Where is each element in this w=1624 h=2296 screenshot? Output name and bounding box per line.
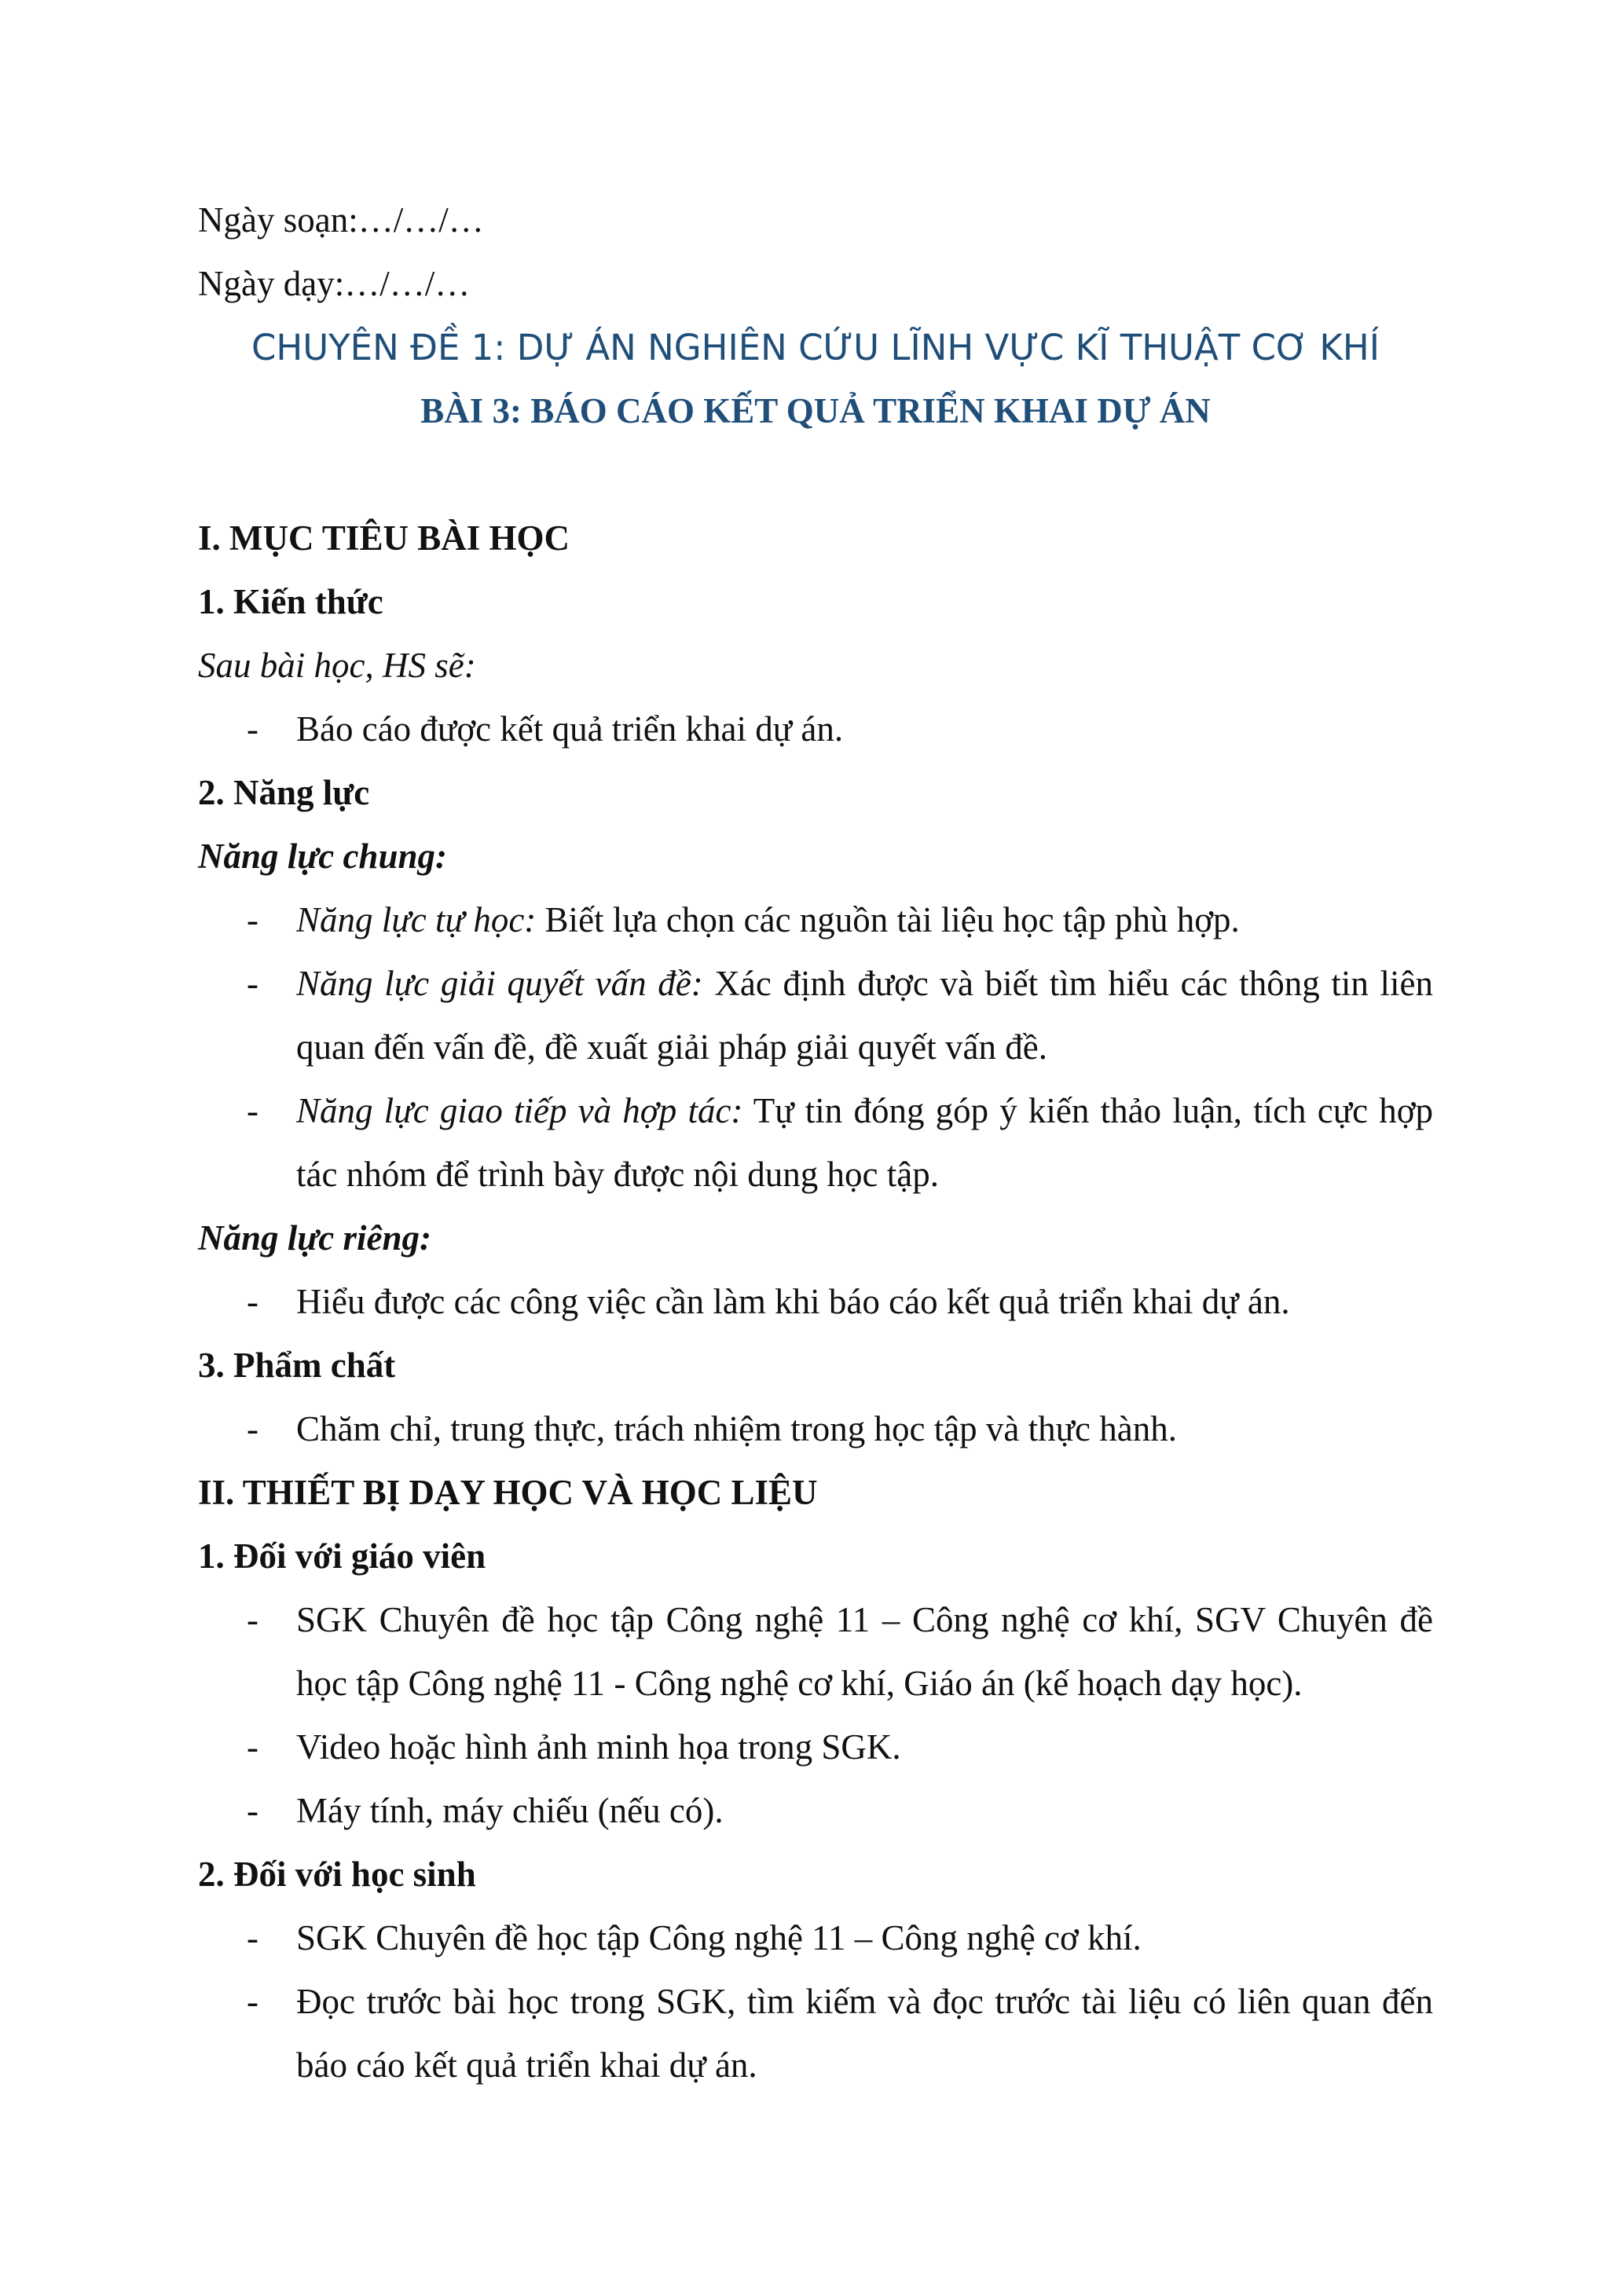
list-item-lead: Năng lực giải quyết vấn đề:	[296, 964, 703, 1003]
list-item	[198, 888, 1433, 952]
list-item	[198, 1906, 1433, 1970]
list-item-text: Chăm chỉ, trung thực, trách nhiệm trong học tập và thực hành.	[296, 1409, 1177, 1448]
list-item-text: Báo cáo được kết quả triển khai dự án.	[296, 709, 844, 749]
list-item	[198, 1079, 1433, 1207]
list-item	[198, 1970, 1433, 2097]
list-item-lead: Năng lực tự học:	[296, 900, 537, 939]
list-marker: -	[247, 1600, 258, 1639]
general-competence-heading: Năng lực chung:	[198, 837, 447, 876]
list-marker: -	[247, 1791, 258, 1830]
list-item	[198, 1270, 1433, 1334]
list-item-text: SGK Chuyên đề học tập Công nghệ 11 – Công nghệ cơ khí, SGV Chuyên đề học tập Công nghệ 11 - Công nghệ cơ khí, Giáo án (kế hoạch dạy học).	[296, 1600, 1433, 1703]
competence-heading: 2. Năng lực	[198, 773, 370, 812]
student-heading: 2. Đối với học sinh	[198, 1855, 476, 1894]
date-taught: Ngày dạy:…/…/…	[198, 264, 471, 303]
list-item-text: Hiểu được các công việc cần làm khi báo cáo kết quả triển khai dự án.	[296, 1282, 1290, 1321]
blank-line	[198, 443, 1433, 507]
list-marker: -	[247, 1282, 258, 1321]
list-marker: -	[247, 1727, 258, 1767]
list-marker: -	[247, 1982, 258, 2021]
date-prepared: Ngày soạn:…/…/…	[198, 200, 484, 240]
list-item	[198, 952, 1433, 1079]
list-marker: -	[247, 900, 258, 939]
list-item-text: Biết lựa chọn các nguồn tài liệu học tập phù hợp.	[536, 900, 1240, 939]
section-objectives-title: I. MỤC TIÊU BÀI HỌC	[198, 518, 570, 558]
list-item-text: Xác định được và biết tìm hiểu các thông tin liên quan đến vấn đề, đề xuất giải pháp giải quyết vấn đề.	[296, 964, 1433, 1067]
list-item-text: Máy tính, máy chiếu (nếu có).	[296, 1791, 724, 1830]
qualities-heading: 3. Phẩm chất	[198, 1346, 396, 1385]
knowledge-heading: 1. Kiến thức	[198, 582, 383, 621]
list-marker: -	[247, 1409, 258, 1448]
list-marker: -	[247, 1091, 258, 1130]
list-item-text: Đọc trước bài học trong SGK, tìm kiếm và đọc trước tài liệu có liên quan đến báo cáo kết quả triển khai dự án.	[296, 1982, 1433, 2085]
list-item	[198, 1779, 1433, 1843]
section-equipment-title: II. THIẾT BỊ DẠY HỌC VÀ HỌC LIỆU	[198, 1473, 818, 1512]
knowledge-intro: Sau bài học, HS sẽ:	[198, 646, 476, 685]
list-item	[198, 1716, 1433, 1779]
lesson-title: BÀI 3: BÁO CÁO KẾT QUẢ TRIỂN KHAI DỰ ÁN	[420, 391, 1211, 430]
list-marker: -	[247, 1918, 258, 1957]
list-item	[198, 1397, 1433, 1461]
list-item-text: Tự tin đóng góp ý kiến thảo luận, tích cực hợp tác nhóm để trình bày được nội dung học tập.	[296, 1091, 1434, 1194]
teacher-heading: 1. Đối với giáo viên	[198, 1536, 486, 1576]
specific-competence-heading: Năng lực riêng:	[198, 1218, 431, 1258]
document-content	[198, 189, 1433, 2097]
list-item	[198, 1588, 1433, 1716]
chapter-title: CHUYÊN ĐỀ 1: DỰ ÁN NGHIÊN CỨU LĨNH VỰC KĨ THUẬT CƠ KHÍ	[251, 327, 1380, 368]
list-item-text: Video hoặc hình ảnh minh họa trong SGK.	[296, 1727, 901, 1767]
list-marker: -	[247, 964, 258, 1003]
list-item-text: SGK Chuyên đề học tập Công nghệ 11 – Công nghệ cơ khí.	[296, 1918, 1142, 1957]
list-item	[198, 698, 1433, 761]
list-item-lead: Năng lực giao tiếp và hợp tác:	[296, 1091, 743, 1130]
list-marker: -	[247, 709, 258, 749]
